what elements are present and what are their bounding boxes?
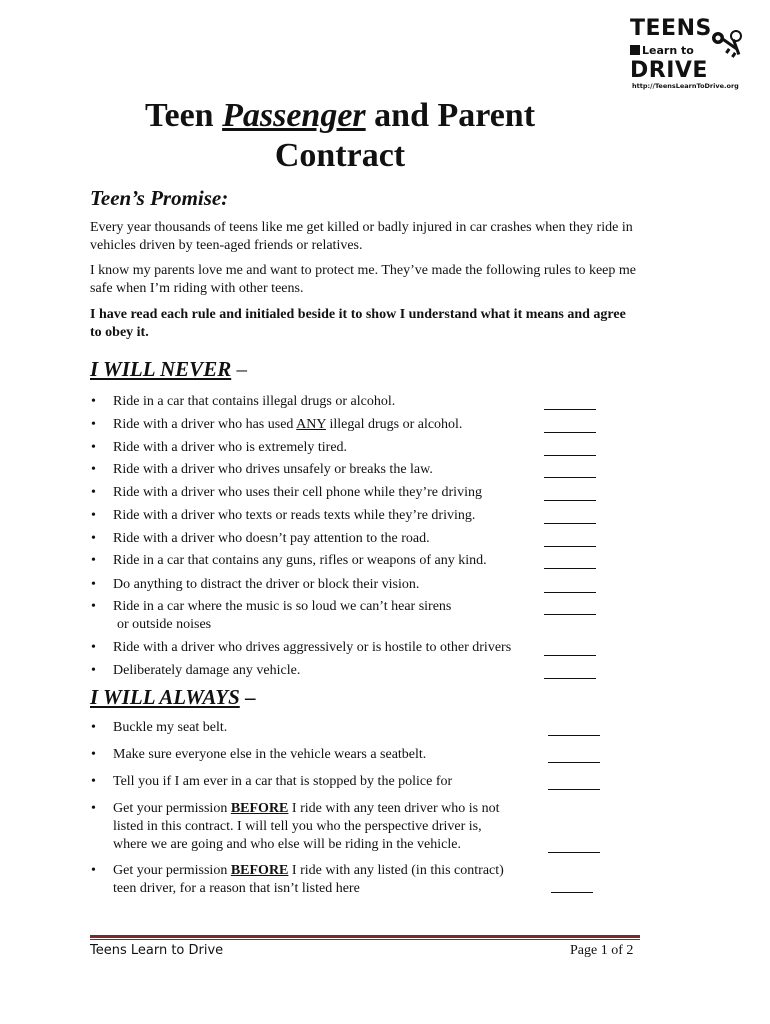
always-item-5-line2: teen driver, for a reason that isn’t listed here [113, 881, 360, 896]
bullet-icon: • [91, 863, 96, 878]
bullet-icon: • [91, 553, 96, 568]
always-item-3-text: Tell you if I am ever in a car that is stopped by the police for [113, 774, 453, 789]
never-item-8-text: Ride in a car that contains any guns, rifles or weapons of any kind. [113, 553, 487, 568]
always-item-3 [91, 773, 453, 791]
promise-paragraph-2: I know my parents love me and want to protect me. They’ve made the following rules to keep me safe when I’m riding with other teens. [90, 263, 636, 296]
footer-rule-thin [90, 939, 640, 940]
promise-paragraph-1: Every year thousands of teens like me get killed or badly injured in car crashes when they ride in vehicles driven by teen-aged friends or relatives. [90, 220, 633, 253]
always-item-4 [91, 800, 500, 818]
never-heading-dash: – [236, 357, 247, 381]
bullet-icon: • [91, 747, 96, 762]
bullet-icon: • [91, 394, 96, 409]
title-passenger: Passenger [222, 97, 366, 134]
never-item-3-text: Ride with a driver who is extremely tired. [113, 440, 348, 455]
never-item-10-text: Ride in a car where the music is so loud we can’t hear sirens [113, 599, 452, 614]
bullet-icon: • [91, 462, 96, 477]
always-item-2-text: Make sure everyone else in the vehicle wears a seatbelt. [113, 747, 427, 762]
always-item-4-b: I ride with any teen driver who is not [291, 801, 500, 816]
bullet-icon: • [91, 720, 96, 735]
bullet-icon: • [91, 508, 96, 523]
never-item-1-text: Ride in a car that contains illegal drugs or alcohol. [113, 394, 396, 409]
bullet-icon: • [91, 801, 96, 816]
footer-rule-thick [90, 935, 640, 938]
always-item-5-a: Get your permission [113, 863, 228, 878]
title-teen: Teen [144, 97, 214, 134]
always-heading [90, 685, 256, 710]
initial-blank-always-2[interactable] [548, 749, 600, 763]
never-item-2-any: ANY [296, 417, 326, 432]
never-item-4-text: Ride with a driver who drives unsafely or breaks the law. [113, 462, 433, 477]
always-item-4-line3: where we are going and who else will be riding in the vehicle. [113, 837, 461, 852]
logo-url: http://TeensLearnToDrive.org [632, 82, 739, 90]
initial-blank-never-4[interactable] [544, 464, 596, 478]
logo-drive-text: DRIVE [630, 58, 708, 83]
never-item-10-cont: or outside noises [117, 617, 212, 632]
never-heading [90, 357, 247, 382]
always-heading-dash: – [245, 685, 256, 709]
initial-blank-never-10[interactable] [544, 601, 596, 615]
never-item-4 [91, 461, 433, 479]
bullet-icon: • [91, 531, 96, 546]
title-rest: and Parent [374, 97, 536, 134]
page-title [80, 96, 600, 176]
footer-title: Teens Learn to Drive [90, 943, 224, 958]
car-keys-icon [710, 28, 746, 64]
initial-blank-never-3[interactable] [544, 442, 596, 456]
title-line2: Contract [274, 137, 406, 174]
logo-square-icon [630, 45, 640, 55]
never-item-8 [91, 552, 487, 570]
logo-teens-text: TEENS [630, 16, 712, 41]
always-item-5-b: I ride with any listed (in this contract) [291, 863, 504, 878]
initial-blank-never-1[interactable] [544, 396, 596, 410]
never-item-10 [91, 598, 452, 616]
logo-learn-to-text [630, 44, 694, 57]
never-item-9-text: Do anything to distract the driver or block their vision. [113, 577, 420, 592]
never-item-12-text: Deliberately damage any vehicle. [113, 663, 301, 678]
never-item-7-text: Ride with a driver who doesn’t pay attention to the road. [113, 531, 430, 546]
never-item-2-rest: illegal drugs or alcohol. [329, 417, 463, 432]
never-item-9 [91, 576, 420, 594]
bullet-icon: • [91, 663, 96, 678]
bullet-icon: • [91, 774, 96, 789]
title-line1 [80, 96, 600, 136]
never-item-7 [91, 530, 430, 548]
bullet-icon: • [91, 440, 96, 455]
initial-blank-never-5[interactable] [544, 487, 596, 501]
never-item-12 [91, 662, 301, 680]
logo-learn-to-label: Learn to [642, 44, 694, 57]
initial-blank-never-2[interactable] [544, 419, 596, 433]
initial-blank-never-11[interactable] [544, 642, 596, 656]
never-item-5 [91, 484, 482, 502]
always-item-5-before: BEFORE [230, 863, 289, 878]
initial-blank-always-4[interactable] [548, 839, 600, 853]
initial-blank-always-5[interactable] [551, 879, 593, 893]
always-item-5 [91, 862, 504, 880]
never-item-11-text: Ride with a driver who drives aggressively or is hostile to other drivers [113, 640, 512, 655]
logo [630, 16, 748, 90]
never-item-1 [91, 393, 396, 411]
never-item-6 [91, 507, 476, 525]
always-item-4-line2: listed in this contract. I will tell you who the perspective driver is, [113, 819, 482, 834]
always-item-4-a: Get your permission [113, 801, 228, 816]
always-item-1-text: Buckle my seat belt. [113, 720, 228, 735]
never-item-11 [91, 639, 512, 657]
initial-blank-always-3[interactable] [548, 776, 600, 790]
bullet-icon: • [91, 485, 96, 500]
promise-paragraph-3: I have read each rule and initialed beside it to show I understand what it means and agree to obey it. [90, 307, 626, 340]
always-heading-text: I WILL ALWAYS [90, 685, 240, 709]
initial-blank-never-12[interactable] [544, 665, 596, 679]
initial-blank-always-1[interactable] [548, 722, 600, 736]
bullet-icon: • [91, 640, 96, 655]
promise-heading: Teen’s Promise: [90, 186, 229, 210]
page-number: Page 1 of 2 [570, 943, 634, 958]
bullet-icon: • [91, 417, 96, 432]
never-item-5-text: Ride with a driver who uses their cell phone while they’re driving [113, 485, 482, 500]
always-item-4-before: BEFORE [230, 801, 289, 816]
never-item-6-text: Ride with a driver who texts or reads texts while they’re driving. [113, 508, 476, 523]
initial-blank-never-9[interactable] [544, 579, 596, 593]
always-item-2 [91, 746, 427, 764]
initial-blank-never-6[interactable] [544, 510, 596, 524]
always-item-1 [91, 719, 228, 737]
bullet-icon: • [91, 599, 96, 614]
initial-blank-never-8[interactable] [544, 555, 596, 569]
never-item-2-text: Ride with a driver who has used [113, 417, 294, 432]
never-heading-text: I WILL NEVER [90, 357, 232, 381]
initial-blank-never-7[interactable] [544, 533, 596, 547]
never-item-3 [91, 439, 348, 457]
never-item-2 [91, 416, 463, 434]
bullet-icon: • [91, 577, 96, 592]
